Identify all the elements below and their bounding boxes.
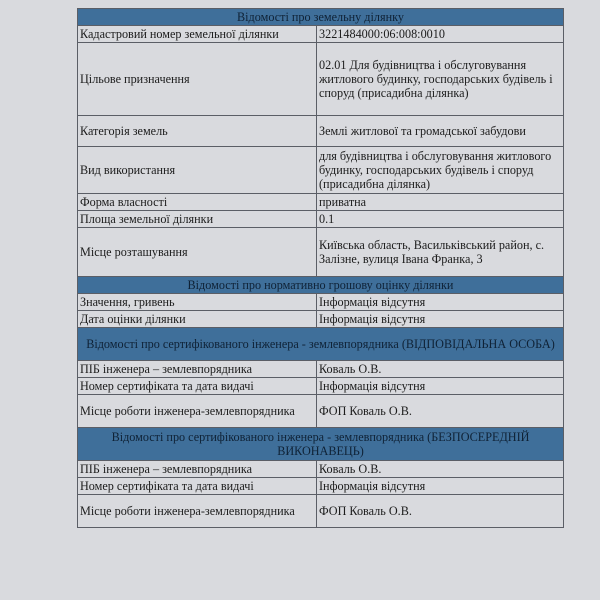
row-label: ПІБ інженера – землевпорядника xyxy=(78,361,317,378)
table-row xyxy=(78,361,564,378)
row-value: Інформація відсутня xyxy=(317,311,564,328)
section-header-engineer-executor xyxy=(78,428,564,461)
table-row xyxy=(78,211,564,228)
row-value: Інформація відсутня xyxy=(317,294,564,311)
row-label: Кадастровий номер земельної ділянки xyxy=(78,26,317,43)
section-title: Відомості про земельну ділянку xyxy=(78,9,564,26)
table-row xyxy=(78,147,564,194)
land-plot-info-table xyxy=(77,8,564,528)
section-title: Відомості про нормативно грошову оцінку ділянки xyxy=(78,277,564,294)
table-row xyxy=(78,311,564,328)
table-row xyxy=(78,43,564,116)
table-row xyxy=(78,495,564,528)
row-label: Місце розташування xyxy=(78,228,317,277)
row-label: Площа земельної ділянки xyxy=(78,211,317,228)
row-value: ФОП Коваль О.В. xyxy=(317,495,564,528)
row-label: Місце роботи інженера-землевпорядника xyxy=(78,395,317,428)
table-row xyxy=(78,294,564,311)
row-label: Цільове призначення xyxy=(78,43,317,116)
table-row xyxy=(78,228,564,277)
section-title: Відомості про сертифікованого інженера - землевпорядника (БЕЗПОСЕРЕДНІЙ ВИКОНАВЕЦЬ) xyxy=(78,428,564,461)
row-label: Вид використання xyxy=(78,147,317,194)
section-header-valuation xyxy=(78,277,564,294)
section-header-engineer-responsible xyxy=(78,328,564,361)
table-row xyxy=(78,26,564,43)
row-value: Інформація відсутня xyxy=(317,478,564,495)
table-row xyxy=(78,378,564,395)
row-label: Значення, гривень xyxy=(78,294,317,311)
table-row xyxy=(78,395,564,428)
section-header-land-plot xyxy=(78,9,564,26)
table-row xyxy=(78,194,564,211)
row-value: Землі житлової та громадської забудови xyxy=(317,116,564,147)
row-label: ПІБ інженера – землевпорядника xyxy=(78,461,317,478)
row-label: Місце роботи інженера-землевпорядника xyxy=(78,495,317,528)
table-row xyxy=(78,116,564,147)
row-value: Київська область, Васильківський район, с. Залізне, вулиця Івана Франка, 3 xyxy=(317,228,564,277)
row-value: ФОП Коваль О.В. xyxy=(317,395,564,428)
row-label: Категорія земель xyxy=(78,116,317,147)
row-label: Дата оцінки ділянки xyxy=(78,311,317,328)
row-value: 0.1 xyxy=(317,211,564,228)
section-title: Відомості про сертифікованого інженера - землевпорядника (ВІДПОВІДАЛЬНА ОСОБА) xyxy=(78,328,564,361)
table-row xyxy=(78,461,564,478)
row-value: Коваль О.В. xyxy=(317,361,564,378)
row-value: 3221484000:06:008:0010 xyxy=(317,26,564,43)
row-value: Інформація відсутня xyxy=(317,378,564,395)
row-value: приватна xyxy=(317,194,564,211)
row-label: Номер сертифіката та дата видачі xyxy=(78,478,317,495)
table-row xyxy=(78,478,564,495)
row-label: Номер сертифіката та дата видачі xyxy=(78,378,317,395)
row-value: 02.01 Для будівництва і обслуговування житлового будинку, господарських будівель і споруд (присадибна ділянка) xyxy=(317,43,564,116)
row-value: Коваль О.В. xyxy=(317,461,564,478)
row-value: для будівництва і обслуговування житлового будинку, господарських будівель і споруд (присадибна ділянка) xyxy=(317,147,564,194)
row-label: Форма власності xyxy=(78,194,317,211)
